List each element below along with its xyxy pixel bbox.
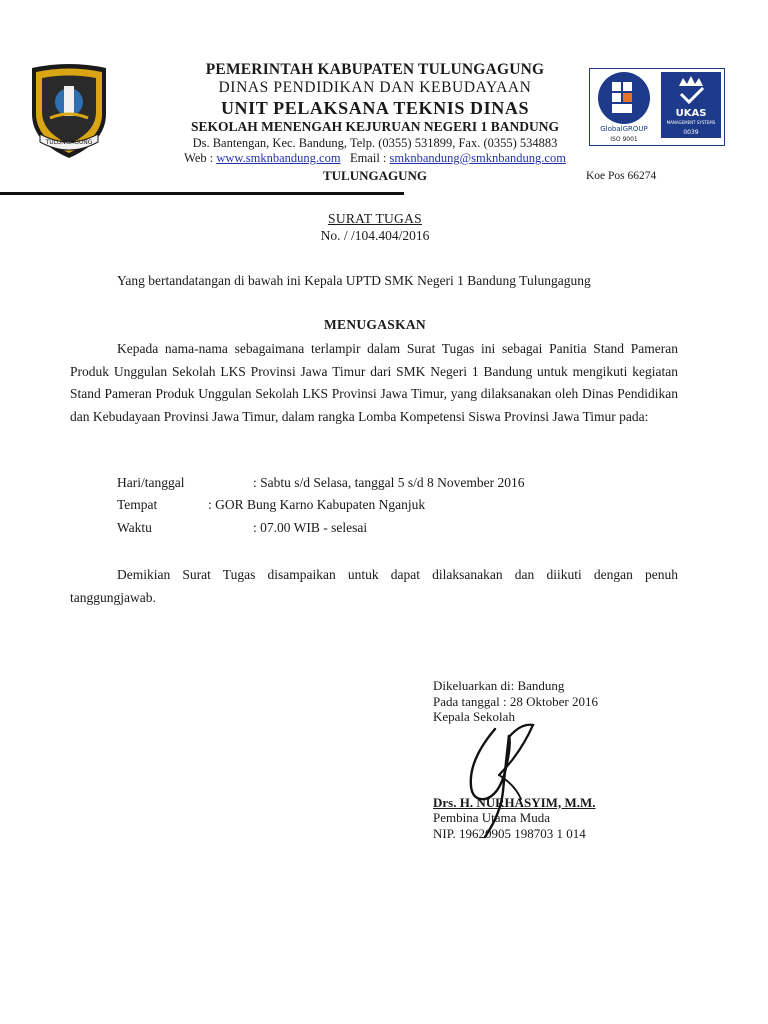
detail-value: : Sabtu s/d Selasa, tanggal 5 s/d 8 November 2016 xyxy=(253,475,525,490)
letterhead-department: DINAS PENDIDIKAN DAN KEBUDAYAAN xyxy=(218,79,532,96)
email-link[interactable]: smknbandung@smknbandung.com xyxy=(389,151,566,165)
signer-nip: NIP. 19620905 198703 1 014 xyxy=(433,825,586,841)
email-label: Email : xyxy=(349,151,387,165)
letterhead-government: PEMERINTAH KABUPATEN TULUNGAGUNG xyxy=(205,61,545,78)
handwritten-signature-icon xyxy=(455,715,555,845)
signer-name: Drs. H. NURHASYIM, M.M. xyxy=(433,794,596,810)
issued-date: Pada tanggal : 28 Oktober 2016 xyxy=(433,693,598,709)
web-label: Web : xyxy=(184,151,214,165)
ukas-subtitle-text: MANAGEMENT SYSTEMS xyxy=(666,120,716,125)
issued-at: Dikeluarkan di: Bandung xyxy=(433,678,565,693)
paragraph-assignment: Kepada nama-nama sebagaimana terlampir dalam Surat Tugas ini sebagai Panitia Stand Pameran Produk Unggulan Sekolah LKS Provinsi Jawa Timur dari SMK Negeri 1 Bandung untuk mengikuti kegiatan Stand Pameran Produk Unggulan Sekolah LKS Provinsi Jawa Timur, yang dilaksanakan oleh Dinas Pendidikan dan Kebudayaan Provinsi Jawa Timur, dalam rangka Lomba Kompetensi Siswa Provinsi Jawa Timur pada: xyxy=(70,341,678,424)
emblem-ribbon-text: TULUNGAGUNG xyxy=(45,139,93,146)
letterhead-city: TULUNGAGUNG xyxy=(322,168,427,183)
iso-text: ISO 9001 xyxy=(610,136,638,143)
letterhead-divider xyxy=(0,192,404,195)
signer-position: Kepala Sekolah xyxy=(433,709,515,724)
letterhead-contacts xyxy=(100,151,650,166)
letterhead-school: SEKOLAH MENENGAH KEJURUAN NEGERI 1 BANDUNG xyxy=(191,119,559,134)
detail-label: Waktu xyxy=(117,520,152,535)
detail-value: : GOR Bung Karno Kabupaten Nganjuk xyxy=(208,497,426,512)
detail-value: : 07.00 WIB - selesai xyxy=(253,520,368,535)
letter-intro: Yang bertandatangan di bawah ini Kepala UPTD SMK Negeri 1 Bandung Tulungagung xyxy=(117,273,591,288)
postal-code: Koe Pos 66274 xyxy=(586,170,657,182)
web-link[interactable]: www.smknbandung.com xyxy=(216,151,341,165)
letterhead xyxy=(100,61,650,184)
ukas-number-text: 0039 xyxy=(683,129,699,136)
ukas-text: UKAS xyxy=(675,108,707,119)
detail-label: Hari/tanggal xyxy=(117,475,185,490)
letter-number: No. / /104.404/2016 xyxy=(320,228,430,243)
letter-title: SURAT TUGAS xyxy=(328,211,422,226)
paragraph-closing: Demikian Surat Tugas disampaikan untuk dapat dilaksanakan dan diikuti dengan penuh tanggungjawab. xyxy=(70,567,678,605)
letterhead-address: Ds. Bantengan, Kec. Bandung, Telp. (0355) 531899, Fax. (0355) 534883 xyxy=(192,136,558,150)
signer-rank: Pembina Utama Muda xyxy=(433,810,550,825)
iso-ukas-certification-icon xyxy=(589,68,725,146)
globalgroup-text: GlobalGROUP xyxy=(600,125,648,133)
detail-label: Tempat xyxy=(117,497,158,512)
letterhead-unit: UNIT PELAKSANA TEKNIS DINAS xyxy=(220,98,530,118)
letter-heading: MENUGASKAN xyxy=(323,317,426,332)
